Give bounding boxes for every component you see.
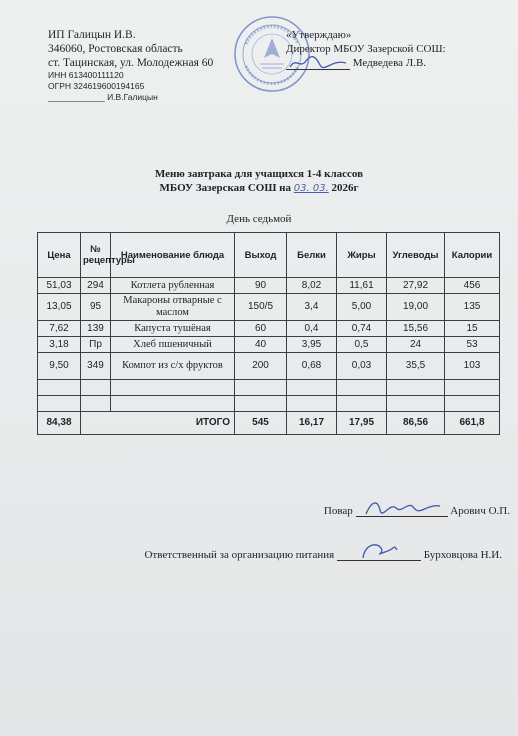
sender-address-line1: 346060, Ростовская область [48, 43, 183, 55]
menu-year: 2026г [331, 182, 359, 194]
cell-recipe: 294 [81, 278, 111, 294]
cell-dish: Котлета рубленная [111, 278, 235, 294]
table-row [38, 294, 500, 321]
total-price: 84,38 [38, 412, 81, 435]
header-output: Выход [235, 233, 287, 278]
cell-calories: 135 [445, 294, 500, 321]
sender-ogrn: ОГРН 324619600194165 [48, 81, 145, 91]
cell-output: 90 [235, 278, 287, 294]
empty-table-row [38, 396, 500, 412]
sender-block [48, 28, 213, 103]
sender-sign-line: ____________ И.В.Галицын [48, 92, 158, 102]
approval-position: Директор МБОУ Зазерской СОШ: [286, 43, 446, 55]
responsible-name: Бурховцова Н.И. [423, 549, 502, 561]
cell-protein: 3,4 [287, 294, 337, 321]
table-row [38, 337, 500, 353]
cell-fat: 0,03 [337, 353, 387, 380]
cook-signature-line [0, 502, 510, 517]
cell-dish: Компот из с/х фруктов [111, 353, 235, 380]
cell-calories: 103 [445, 353, 500, 380]
total-label: ИТОГО [81, 412, 235, 435]
cell-price: 13,05 [38, 294, 81, 321]
responsible-role: Ответственный за организацию питания [144, 549, 335, 561]
responsible-signature-blank [337, 546, 421, 561]
sender-address-line2: ст. Тацинская, ул. Молодежная 60 [48, 57, 214, 69]
cell-calories: 53 [445, 337, 500, 353]
header-dish-name: Наименование блюда [111, 233, 235, 278]
header-price: Цена [38, 233, 81, 278]
cell-output: 150/5 [235, 294, 287, 321]
director-name: Медведева Л.В. [352, 57, 427, 69]
cook-name: Арович О.П. [450, 505, 510, 517]
menu-title-line1: Меню завтрака для учащихся 1-4 классов [154, 168, 364, 180]
cell-carbs: 27,92 [387, 278, 445, 294]
total-calories: 661,8 [445, 412, 500, 435]
cell-carbs: 15,56 [387, 321, 445, 337]
sender-name: ИП Галицын И.В. [48, 29, 136, 41]
cell-recipe: Пр [81, 337, 111, 353]
cell-carbs: 19,00 [387, 294, 445, 321]
menu-table [37, 232, 500, 435]
table-row [38, 278, 500, 294]
responsible-signature-scribble [337, 540, 421, 562]
cell-fat: 11,61 [337, 278, 387, 294]
cell-protein: 0,68 [287, 353, 337, 380]
header-fat: Жиры [337, 233, 387, 278]
menu-date: 03. 03. [293, 183, 329, 194]
header-carbs: Углеводы [387, 233, 445, 278]
approval-block [286, 28, 446, 70]
cell-dish: Капуста тушёная [111, 321, 235, 337]
cell-fat: 0,5 [337, 337, 387, 353]
total-row [38, 412, 500, 435]
approval-signature-line [286, 56, 446, 70]
cell-price: 3,18 [38, 337, 81, 353]
cook-signature-blank [356, 502, 448, 517]
cell-output: 200 [235, 353, 287, 380]
cell-calories: 456 [445, 278, 500, 294]
cell-price: 9,50 [38, 353, 81, 380]
cell-protein: 8,02 [287, 278, 337, 294]
day-label: День седьмой [226, 213, 292, 225]
cell-fat: 5,00 [337, 294, 387, 321]
cell-fat: 0,74 [337, 321, 387, 337]
responsible-signature-line [0, 546, 502, 561]
cell-carbs: 24 [387, 337, 445, 353]
total-output: 545 [235, 412, 287, 435]
sender-inn: ИНН 613400111120 [48, 70, 124, 80]
empty-table-row [38, 380, 500, 396]
cook-signature-scribble [356, 496, 448, 518]
cell-protein: 3,95 [287, 337, 337, 353]
cell-carbs: 35,5 [387, 353, 445, 380]
cell-dish: Хлеб пшеничный [111, 337, 235, 353]
cell-recipe: 95 [81, 294, 111, 321]
table-row [38, 321, 500, 337]
table-header-row [38, 233, 500, 278]
total-carbs: 86,56 [387, 412, 445, 435]
cell-output: 60 [235, 321, 287, 337]
menu-school-name: МБОУ Зазерская СОШ на [159, 182, 291, 194]
total-protein: 16,17 [287, 412, 337, 435]
cell-recipe: 349 [81, 353, 111, 380]
menu-title-line2 [0, 181, 518, 196]
cell-calories: 15 [445, 321, 500, 337]
header-recipe-number: № рецептуры [81, 233, 111, 278]
cell-price: 51,03 [38, 278, 81, 294]
cell-protein: 0,4 [287, 321, 337, 337]
cell-dish: Макароны отварные с маслом [111, 294, 235, 321]
approval-heading: «Утверждаю» [286, 29, 352, 41]
header-protein: Белки [287, 233, 337, 278]
cell-price: 7,62 [38, 321, 81, 337]
cell-output: 40 [235, 337, 287, 353]
total-fat: 17,95 [337, 412, 387, 435]
cook-role: Повар [323, 505, 353, 517]
director-signature-blank [286, 57, 350, 70]
cell-recipe: 139 [81, 321, 111, 337]
header-calories: Калории [445, 233, 500, 278]
table-row [38, 353, 500, 380]
director-signature-scribble [286, 55, 350, 71]
